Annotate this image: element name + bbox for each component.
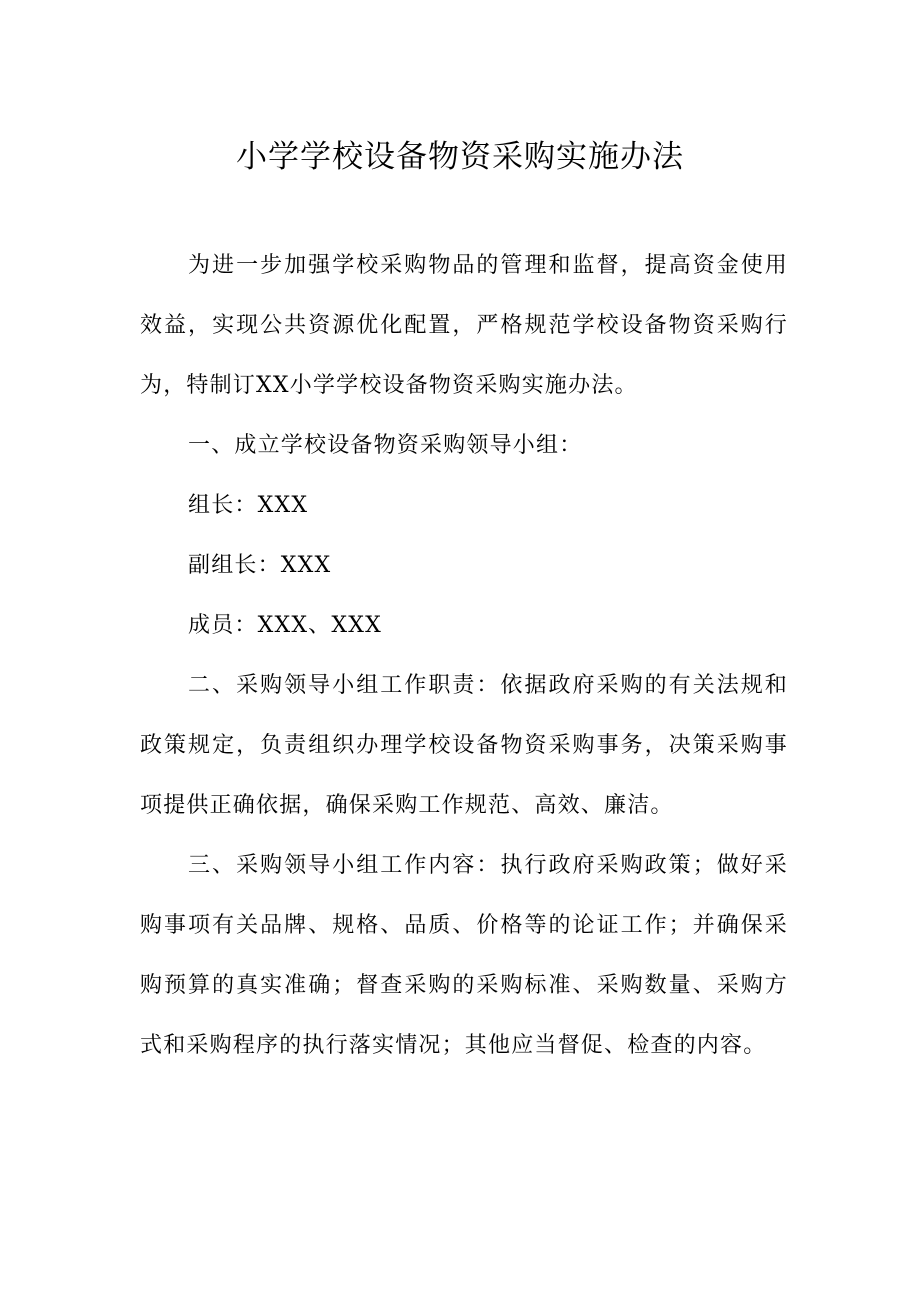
deputy-leader-line: 副组长：XXX — [188, 553, 332, 578]
document-title: 小学学校设备物资采购实施办法 — [236, 139, 684, 175]
intro-paragraph: 为进一步加强学校采购物品的管理和监督，提高资金使用效益，实现公共资源优化配置，严格规范学校设备物资采购行为，特制订XX小学学校设备物资采购实施办法。 — [140, 253, 788, 398]
document-body — [140, 236, 788, 1076]
section-one-heading: 一、成立学校设备物资采购领导小组： — [188, 433, 583, 458]
section-three-paragraph: 三、采购领导小组工作内容：执行政府采购政策；做好采购事项有关品牌、规格、品质、价格等的论证工作；并确保采购预算的真实准确；督查采购的采购标准、采购数量、采购方式和采购程序的执行落实情况；其他应当督促、检查的内容。 — [140, 853, 788, 1058]
section-two-paragraph: 二、采购领导小组工作职责：依据政府采购的有关法规和政策规定，负责组织办理学校设备物资采购事务，决策采购事项提供正确依据，确保采购工作规范、高效、廉洁。 — [140, 673, 788, 818]
group-leader-line: 组长：XXX — [188, 493, 309, 518]
members-line: 成员：XXX、XXX — [188, 613, 382, 638]
